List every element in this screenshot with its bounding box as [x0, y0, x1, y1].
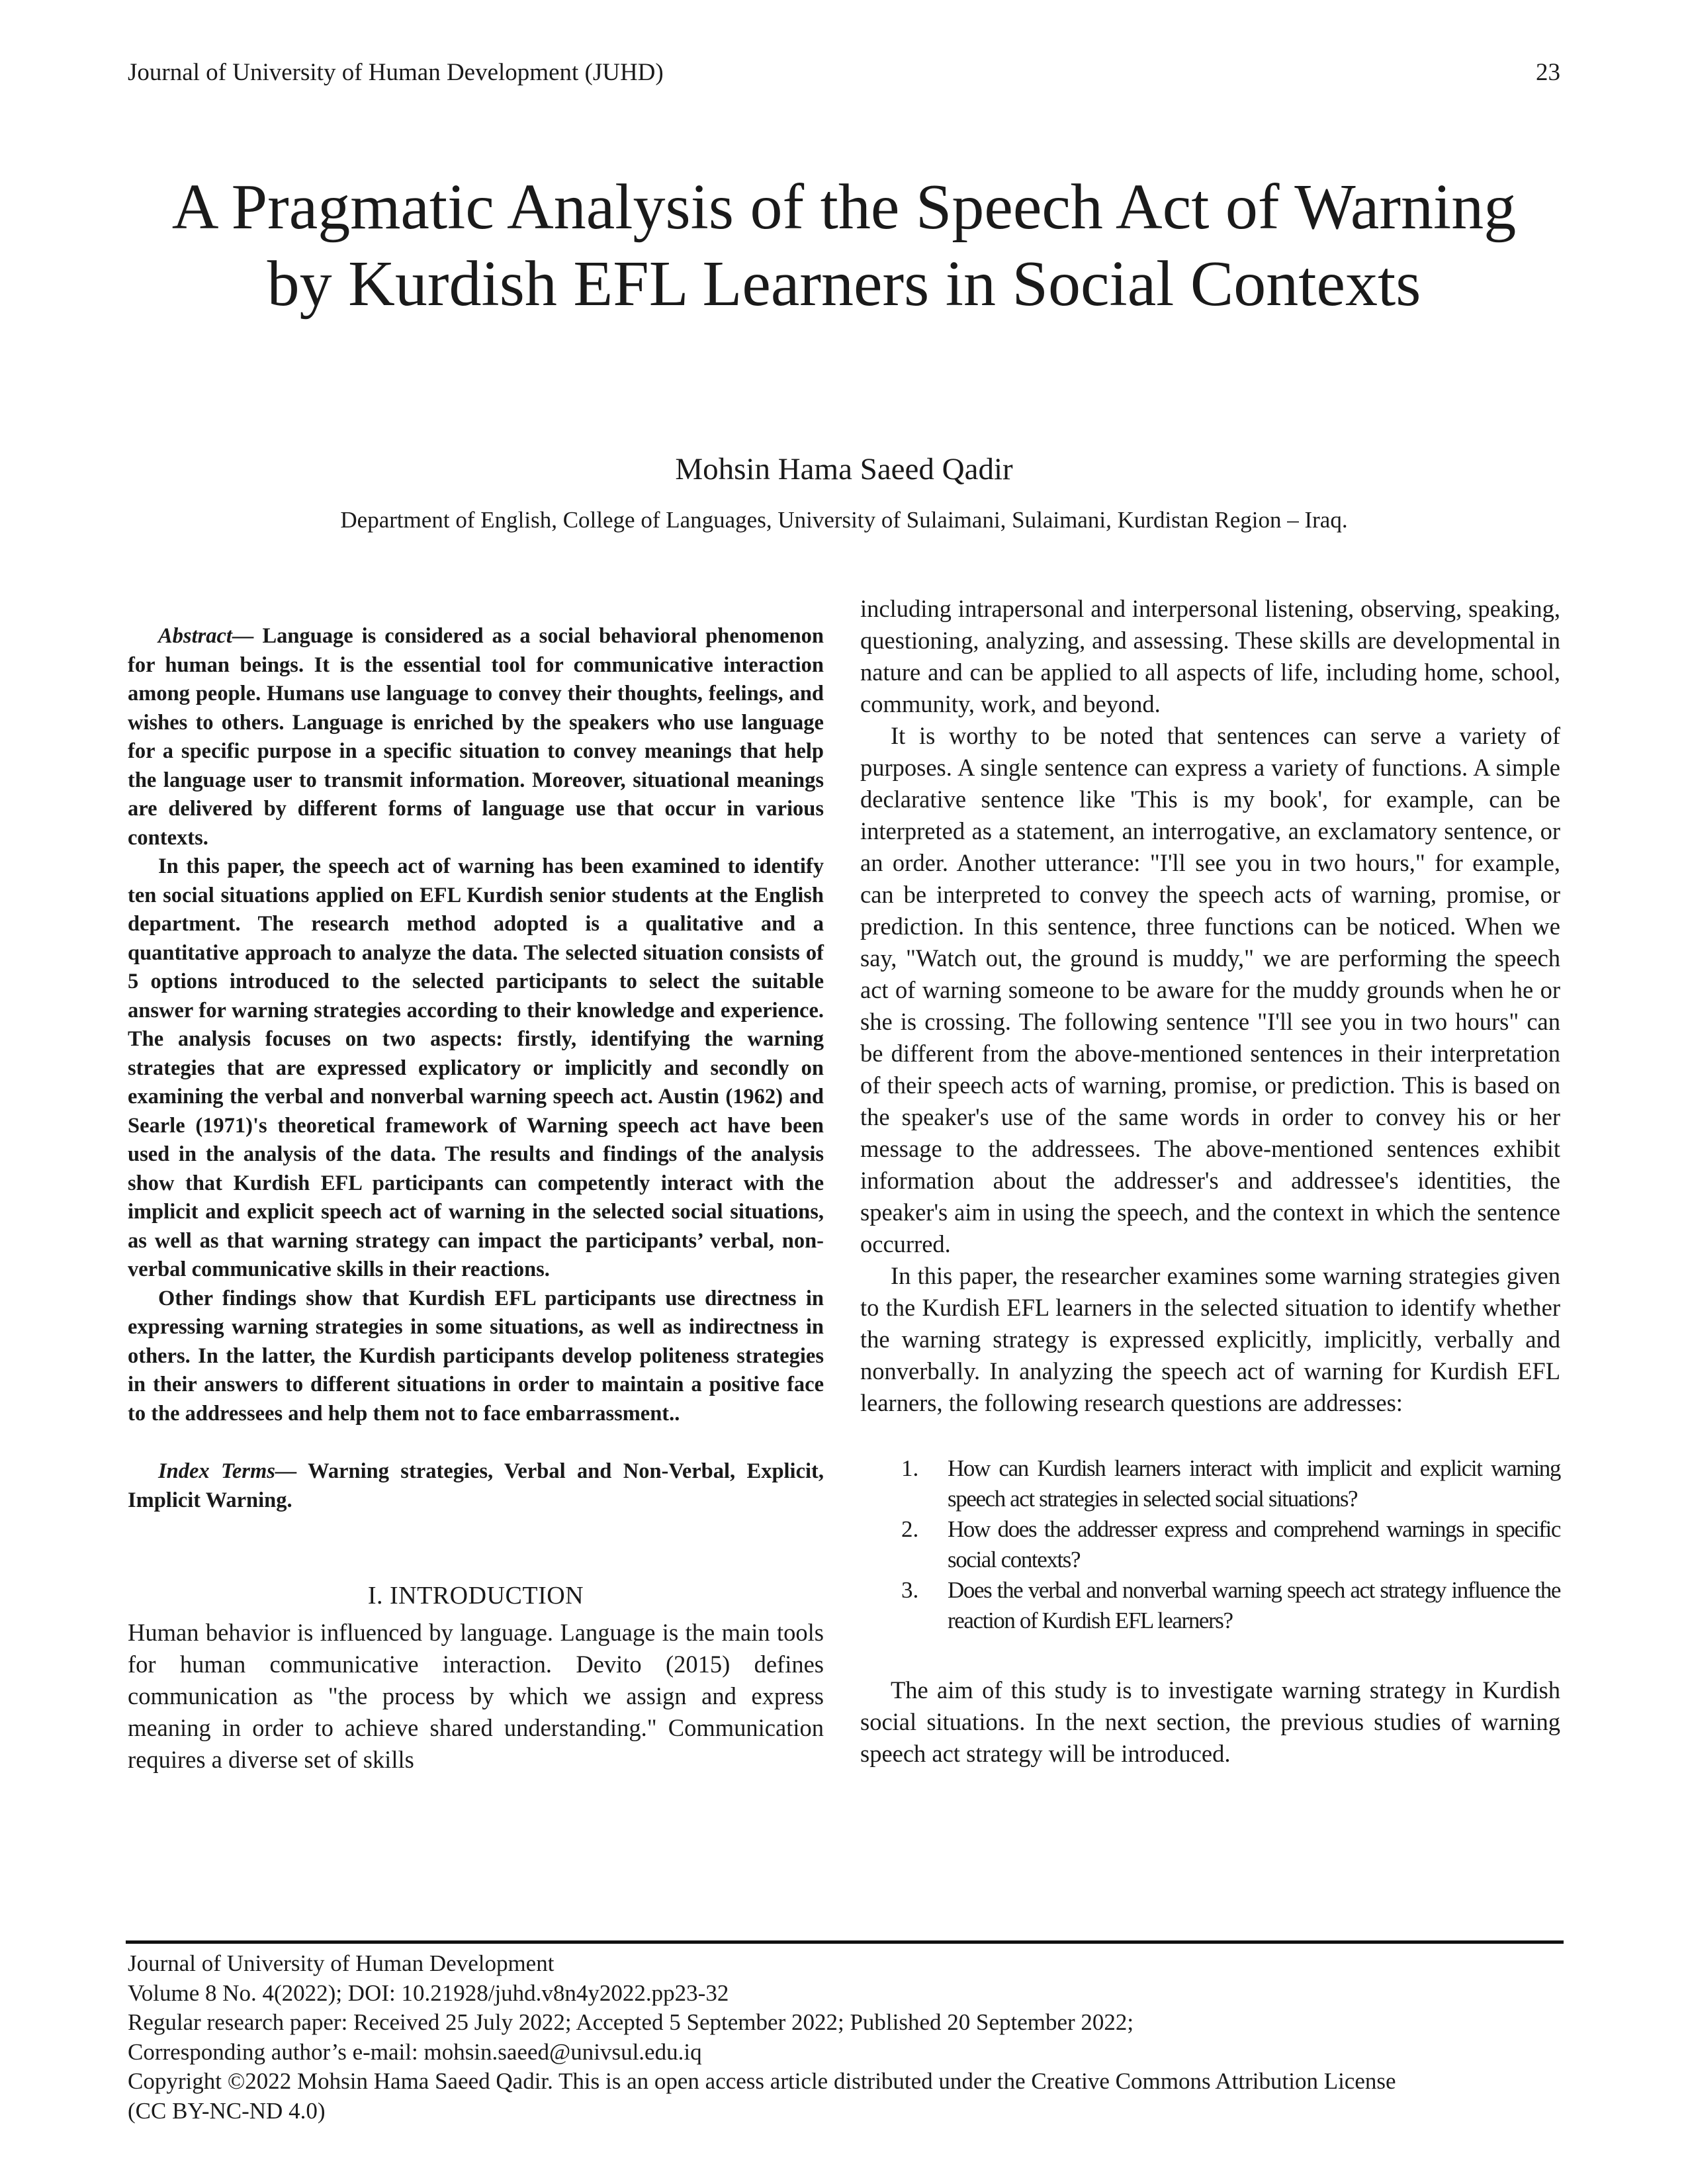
abstract-text-1: Language is considered as a social behavioral phenomenon for human beings. It is the essential tool for communicative interaction among people. Humans use language to convey their thoughts, feelings, and wishes to others. Language is enriched by the speakers who use language for a specific purpose in a specific situation to convey meanings that help the language user to transmit information. Moreover, situational meanings are delivered by different forms of language use that occur in various contexts. [128, 624, 824, 850]
running-head: Journal of University of Human Development (JUHD) [128, 59, 664, 86]
footer-copyright: Copyright ©2022 Mohsin Hama Saeed Qadir. This is an open access article distributed under the Creative Commons Attribution License [128, 2068, 1396, 2094]
footer-journal: Journal of University of Human Development [128, 1950, 555, 1976]
question-text: How does the addresser express and comprehend warnings in specific social contexts? [948, 1516, 1560, 1572]
footer-volume-doi: Volume 8 No. 4(2022); DOI: 10.21928/juhd.v8n4y2022.pp23-32 [128, 1979, 729, 2006]
question-number: 1. [901, 1455, 919, 1481]
section-heading-introduction: I. INTRODUCTION [367, 1582, 584, 1610]
intro-paragraph-3: In this paper, the researcher examines some warning strategies given to the Kurdish EFL learners in the selected situation to identify whether the warning strategy is expressed explicitly, implicitly, verbally and nonverbally. In analyzing the speech act of warning for Kurdish EFL learners, the following research questions are addresses: [860, 1262, 1560, 1416]
research-question [860, 1453, 1560, 1514]
abstract-paragraph-1 [128, 622, 824, 852]
footer-license: (CC BY-NC-ND 4.0) [128, 2097, 326, 2124]
research-question [860, 1575, 1560, 1636]
author-affiliation: Department of English, College of Languages, University of Sulaimani, Sulaimani, Kurdistan Region – Iraq. [340, 507, 1348, 533]
intro-paragraph-1: Human behavior is influenced by language. Language is the main tools for human communicative interaction. Devito (2015) defines communication as "the process by which we assign and express meaning in order to achieve shared understanding." Communication requires a diverse set of skills [128, 1619, 824, 1773]
right-column [860, 593, 1560, 1770]
question-text: Does the verbal and nonverbal warning speech act strategy influence the reaction of Kurdish EFL learners? [948, 1577, 1560, 1633]
index-terms-text: Warning strategies, Verbal and Non-Verbal, Explicit, Implicit Warning. [128, 1459, 824, 1512]
question-number: 3. [901, 1577, 919, 1603]
research-question [860, 1514, 1560, 1575]
page-number: 23 [1536, 59, 1560, 86]
author-name: Mohsin Hama Saeed Qadir [675, 452, 1013, 486]
research-questions-list [860, 1453, 1560, 1636]
footer [128, 1949, 1396, 2126]
footer-dates: Regular research paper: Received 25 July 2022; Accepted 5 September 2022; Published 20 September 2022; [128, 2009, 1134, 2035]
abstract-paragraph-2: In this paper, the speech act of warning has been examined to identify ten social situations applied on EFL Kurdish senior students at the English department. The research method adopted is a qualitative and a quantitative approach to analyze the data. The selected situation consists of 5 options introduced to the selected participants to select the suitable answer for warning strategies according to their knowledge and experience. The analysis focuses on two aspects: firstly, identifying the warning strategies that are expressed explicatory or implicitly and secondly on examining the verbal and nonverbal warning speech act. Austin (1962) and Searle (1971)'s theoretical framework of Warning speech act have been used in the analysis of the data. The results and findings of the analysis show that Kurdish EFL participants can competently interact with the implicit and explicit speech act of warning in the selected social situations, as well as that warning strategy can impact the participants’ verbal, non-verbal communicative skills in their reactions. [128, 854, 824, 1281]
footer-email: Corresponding author’s e-mail: mohsin.saeed@univsul.edu.iq [128, 2038, 702, 2065]
question-text: How can Kurdish learners interact with implicit and explicit warning speech act strategies in selected social situations? [948, 1455, 1560, 1512]
abstract-paragraph-3: Other findings show that Kurdish EFL participants use directness in expressing warning strategies in some situations, as well as indirectness in others. In the latter, the Kurdish participants develop politeness strategies in their answers to different situations in order to maintain a positive face to the addressees and help them not to face embarrassment.. [128, 1286, 824, 1426]
index-terms-label: Index Terms— [158, 1459, 297, 1483]
index-terms [128, 1457, 824, 1515]
intro-paragraph-2: It is worthy to be noted that sentences can serve a variety of purposes. A single sentence can express a variety of functions. A simple declarative sentence like 'This is my book', for example, can be interpreted as a statement, an interrogative, an exclamatory sentence, or an order. Another utterance: "I'll see you in two hours," for example, can be interpreted to convey the speech acts of warning, promise, or prediction. In this sentence, three functions can be noticed. When we say, "Watch out, the ground is muddy," we are performing the speech act of warning someone to be aware for the muddy grounds when he or she is crossing. The following sentence "I'll see you in two hours" can be different from the above-mentioned sentences in their interpretation of their speech acts of warning, promise, or prediction. This is based on the speaker's use of the same words in order to convey his or her message to the addressees. The above-mentioned sentences exhibit information about the addresser's and addressee's identities, the speaker's aim in using the speech, and the context in which the sentence occurred. [860, 722, 1560, 1257]
paper-title: A Pragmatic Analysis of the Speech Act of Warning by Kurdish EFL Learners in Social Contexts [171, 171, 1517, 320]
intro-paragraph-1-continued: including intrapersonal and interpersonal listening, observing, speaking, questioning, analyzing, and assessing. These skills are developmental in nature and can be applied to all aspects of life, including home, school, community, work, and beyond. [860, 595, 1560, 717]
question-number: 2. [901, 1516, 919, 1542]
abstract-label: Abstract— [158, 624, 254, 648]
left-column [128, 622, 824, 1776]
footer-divider [126, 1940, 1564, 1944]
intro-paragraph-4: The aim of this study is to investigate warning strategy in Kurdish social situations. In the next section, the previous studies of warning speech act strategy will be introduced. [860, 1676, 1560, 1767]
